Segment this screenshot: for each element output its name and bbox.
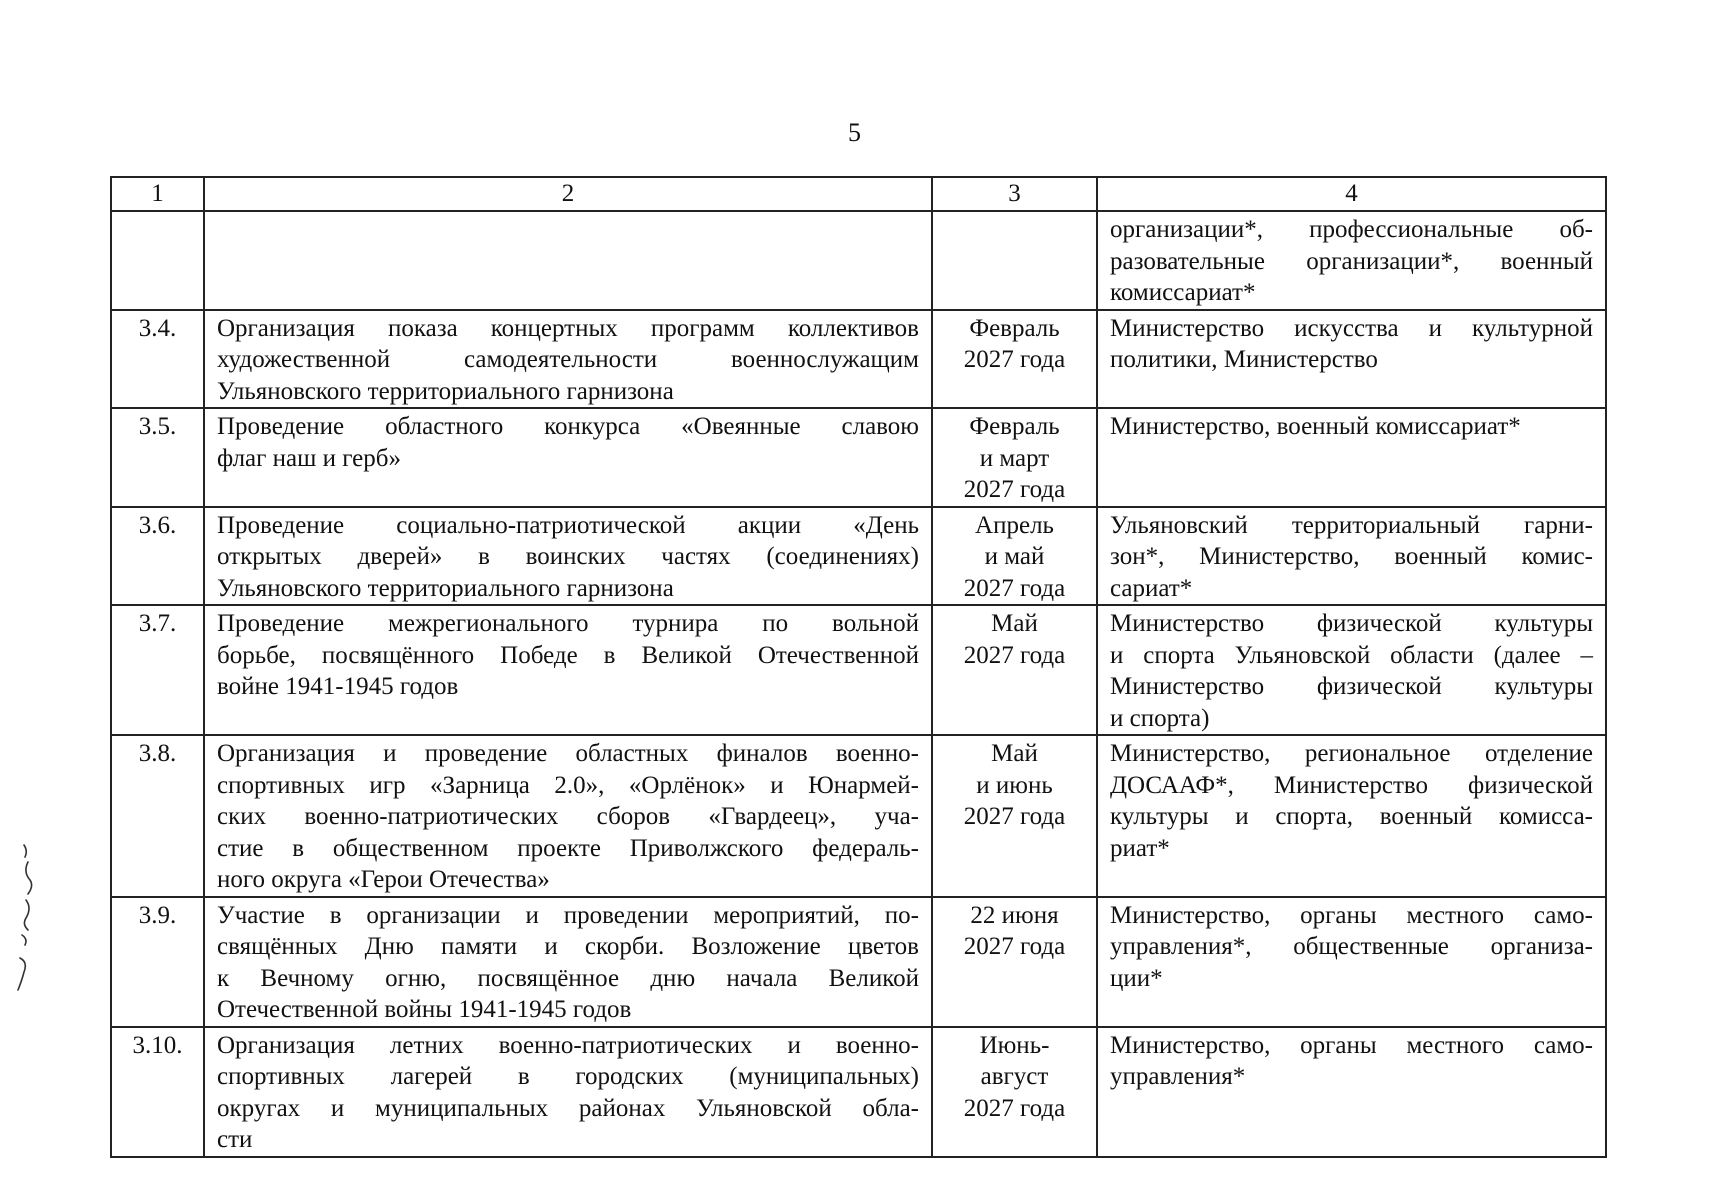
column-number-3: 3 — [932, 177, 1097, 211]
continuation-row — [111, 211, 1606, 310]
executors-line: Министерство, органы местного само- — [1110, 901, 1593, 929]
executors-line: Министерство искусства и культурной — [1110, 314, 1593, 342]
cell-executors — [1097, 1027, 1606, 1157]
cell-event — [204, 211, 932, 310]
event-line: Организация летних военно-патриотических и военно- — [217, 1031, 919, 1059]
cell-num: 3.4. — [111, 310, 204, 409]
event-line: Организация показа концертных программ коллективов — [217, 314, 919, 342]
executors-line: политики, Министерство — [1110, 346, 1378, 373]
executors-line: организации*, профессиональные об- — [1110, 216, 1593, 243]
executors-line: сариат* — [1110, 574, 1193, 602]
page-number: 5 — [848, 118, 861, 147]
cell-executors — [1097, 310, 1606, 409]
term-line: Май — [991, 740, 1038, 767]
term-line: Февраль — [969, 314, 1060, 342]
table-row — [111, 1027, 1606, 1157]
event-line: ских военно-патриотических сборов «Гвардеец», уча- — [217, 803, 919, 830]
event-line: Организация и проведение областных финалов военно- — [217, 740, 919, 767]
cell-num: 3.9. — [111, 897, 204, 1027]
executors-line: и спорта) — [1110, 704, 1210, 732]
handwritten-margin-mark — [14, 840, 46, 1000]
executors-line: ции* — [1110, 964, 1163, 992]
cell-term — [932, 310, 1097, 409]
term-line: август — [980, 1063, 1049, 1090]
event-line: Ульяновского территориального гарнизона — [217, 574, 674, 602]
cell-num: 3.10. — [111, 1027, 204, 1157]
event-line: Ульяновского территориального гарнизона — [217, 377, 674, 405]
executors-line: Ульяновский территориальный гарни- — [1110, 511, 1593, 539]
term-line: 2027 года — [963, 1094, 1066, 1122]
cell-term — [932, 507, 1097, 606]
cell-term — [932, 897, 1097, 1027]
cell-executors — [1097, 507, 1606, 606]
term-line: Февраль — [969, 413, 1060, 440]
term-line: 2027 года — [963, 641, 1066, 669]
event-line: округах и муниципальных районах Ульяновской обла- — [217, 1094, 919, 1122]
event-line: Отечественной войны 1941-1945 годов — [217, 996, 632, 1023]
term-line: 2027 года — [963, 803, 1066, 830]
cell-executors — [1097, 897, 1606, 1027]
event-line: Проведение социально-патриотической акции «День — [217, 511, 919, 539]
cell-event — [204, 897, 932, 1027]
cell-event — [204, 605, 932, 735]
cell-term — [932, 408, 1097, 507]
event-line: спортивных лагерей в городских (муниципальных) — [217, 1063, 919, 1090]
table-row — [111, 897, 1606, 1027]
cell-term — [932, 735, 1097, 897]
cell-executors — [1097, 605, 1606, 735]
cell-term — [932, 211, 1097, 310]
executors-line: управления*, общественные организа- — [1110, 933, 1593, 960]
term-line: 2027 года — [963, 933, 1066, 960]
table-row — [111, 310, 1606, 409]
table-row — [111, 408, 1606, 507]
event-line: художественной самодеятельности военнослужащим — [217, 346, 919, 373]
cell-term — [932, 1027, 1097, 1157]
event-line: стие в общественном проекте Приволжского федераль- — [217, 834, 919, 862]
event-line: свящённых Дню памяти и скорби. Возложение цветов — [217, 933, 919, 960]
executors-line: Министерство, региональное отделение — [1110, 740, 1593, 767]
event-line: открытых дверей» в воинских частях (соединениях) — [217, 543, 919, 570]
event-line: ного округа «Герои Отечества» — [217, 866, 550, 893]
column-number-2: 2 — [204, 177, 932, 211]
cell-num: 3.7. — [111, 605, 204, 735]
table-row — [111, 605, 1606, 735]
column-number-1: 1 — [111, 177, 204, 211]
events-table — [110, 176, 1607, 1158]
executors-line: и спорта Ульяновской области (далее – — [1110, 641, 1593, 669]
event-line: борьбе, посвящённого Победе в Великой Отечественной — [217, 641, 919, 669]
term-line: 2027 года — [963, 476, 1066, 503]
term-line: Май — [991, 610, 1038, 637]
table-row — [111, 735, 1606, 897]
term-line: 2027 года — [963, 346, 1066, 373]
executors-line: Министерство физической культуры — [1110, 610, 1593, 637]
cell-event — [204, 408, 932, 507]
executors-line: Министерство физической культуры — [1110, 673, 1593, 700]
cell-num — [111, 211, 204, 310]
cell-event — [204, 507, 932, 606]
cell-num: 3.6. — [111, 507, 204, 606]
term-line: Июнь- — [979, 1031, 1050, 1059]
event-line: войне 1941-1945 годов — [217, 673, 459, 700]
term-line: 22 июня — [970, 901, 1059, 929]
executors-line: управления* — [1110, 1063, 1246, 1090]
cell-event — [204, 1027, 932, 1157]
executors-line: Министерство, органы местного само- — [1110, 1031, 1593, 1059]
executors-line: разовательные организации*, военный — [1110, 247, 1593, 275]
event-line: сти — [217, 1126, 253, 1153]
executors-line: культуры и спорта, военный комисса- — [1110, 803, 1593, 830]
event-line: Участие в организации и проведении мероприятий, по- — [217, 901, 919, 929]
cell-event — [204, 735, 932, 897]
cell-event — [204, 310, 932, 409]
event-line: к Вечному огню, посвящённое дню начала Великой — [217, 964, 919, 992]
event-line: спортивных игр «Зарница 2.0», «Орлёнок» и Юнармей- — [217, 771, 919, 799]
term-line: и июнь — [976, 771, 1053, 799]
cell-term — [932, 605, 1097, 735]
term-line: и май — [984, 543, 1045, 570]
term-line: Апрель — [975, 511, 1054, 539]
cell-executors — [1097, 408, 1606, 507]
executors-line: Министерство, военный комиссариат* — [1110, 413, 1521, 440]
cell-executors — [1097, 211, 1606, 310]
executors-line: комиссариат* — [1110, 279, 1256, 306]
cell-num: 3.8. — [111, 735, 204, 897]
term-line: и март — [979, 444, 1050, 472]
executors-line: зон*, Министерство, военный комис- — [1110, 543, 1593, 570]
term-line: 2027 года — [963, 574, 1066, 602]
table-row — [111, 507, 1606, 606]
column-number-row — [111, 177, 1606, 211]
executors-line: ДОСААФ*, Министерство физической — [1110, 771, 1593, 799]
executors-line: риат* — [1110, 834, 1170, 862]
cell-num: 3.5. — [111, 408, 204, 507]
event-line: Проведение областного конкурса «Овеянные славою — [217, 413, 919, 440]
cell-executors — [1097, 735, 1606, 897]
event-line: флаг наш и герб» — [217, 444, 401, 472]
event-line: Проведение межрегионального турнира по вольной — [217, 610, 919, 637]
column-number-4: 4 — [1097, 177, 1606, 211]
